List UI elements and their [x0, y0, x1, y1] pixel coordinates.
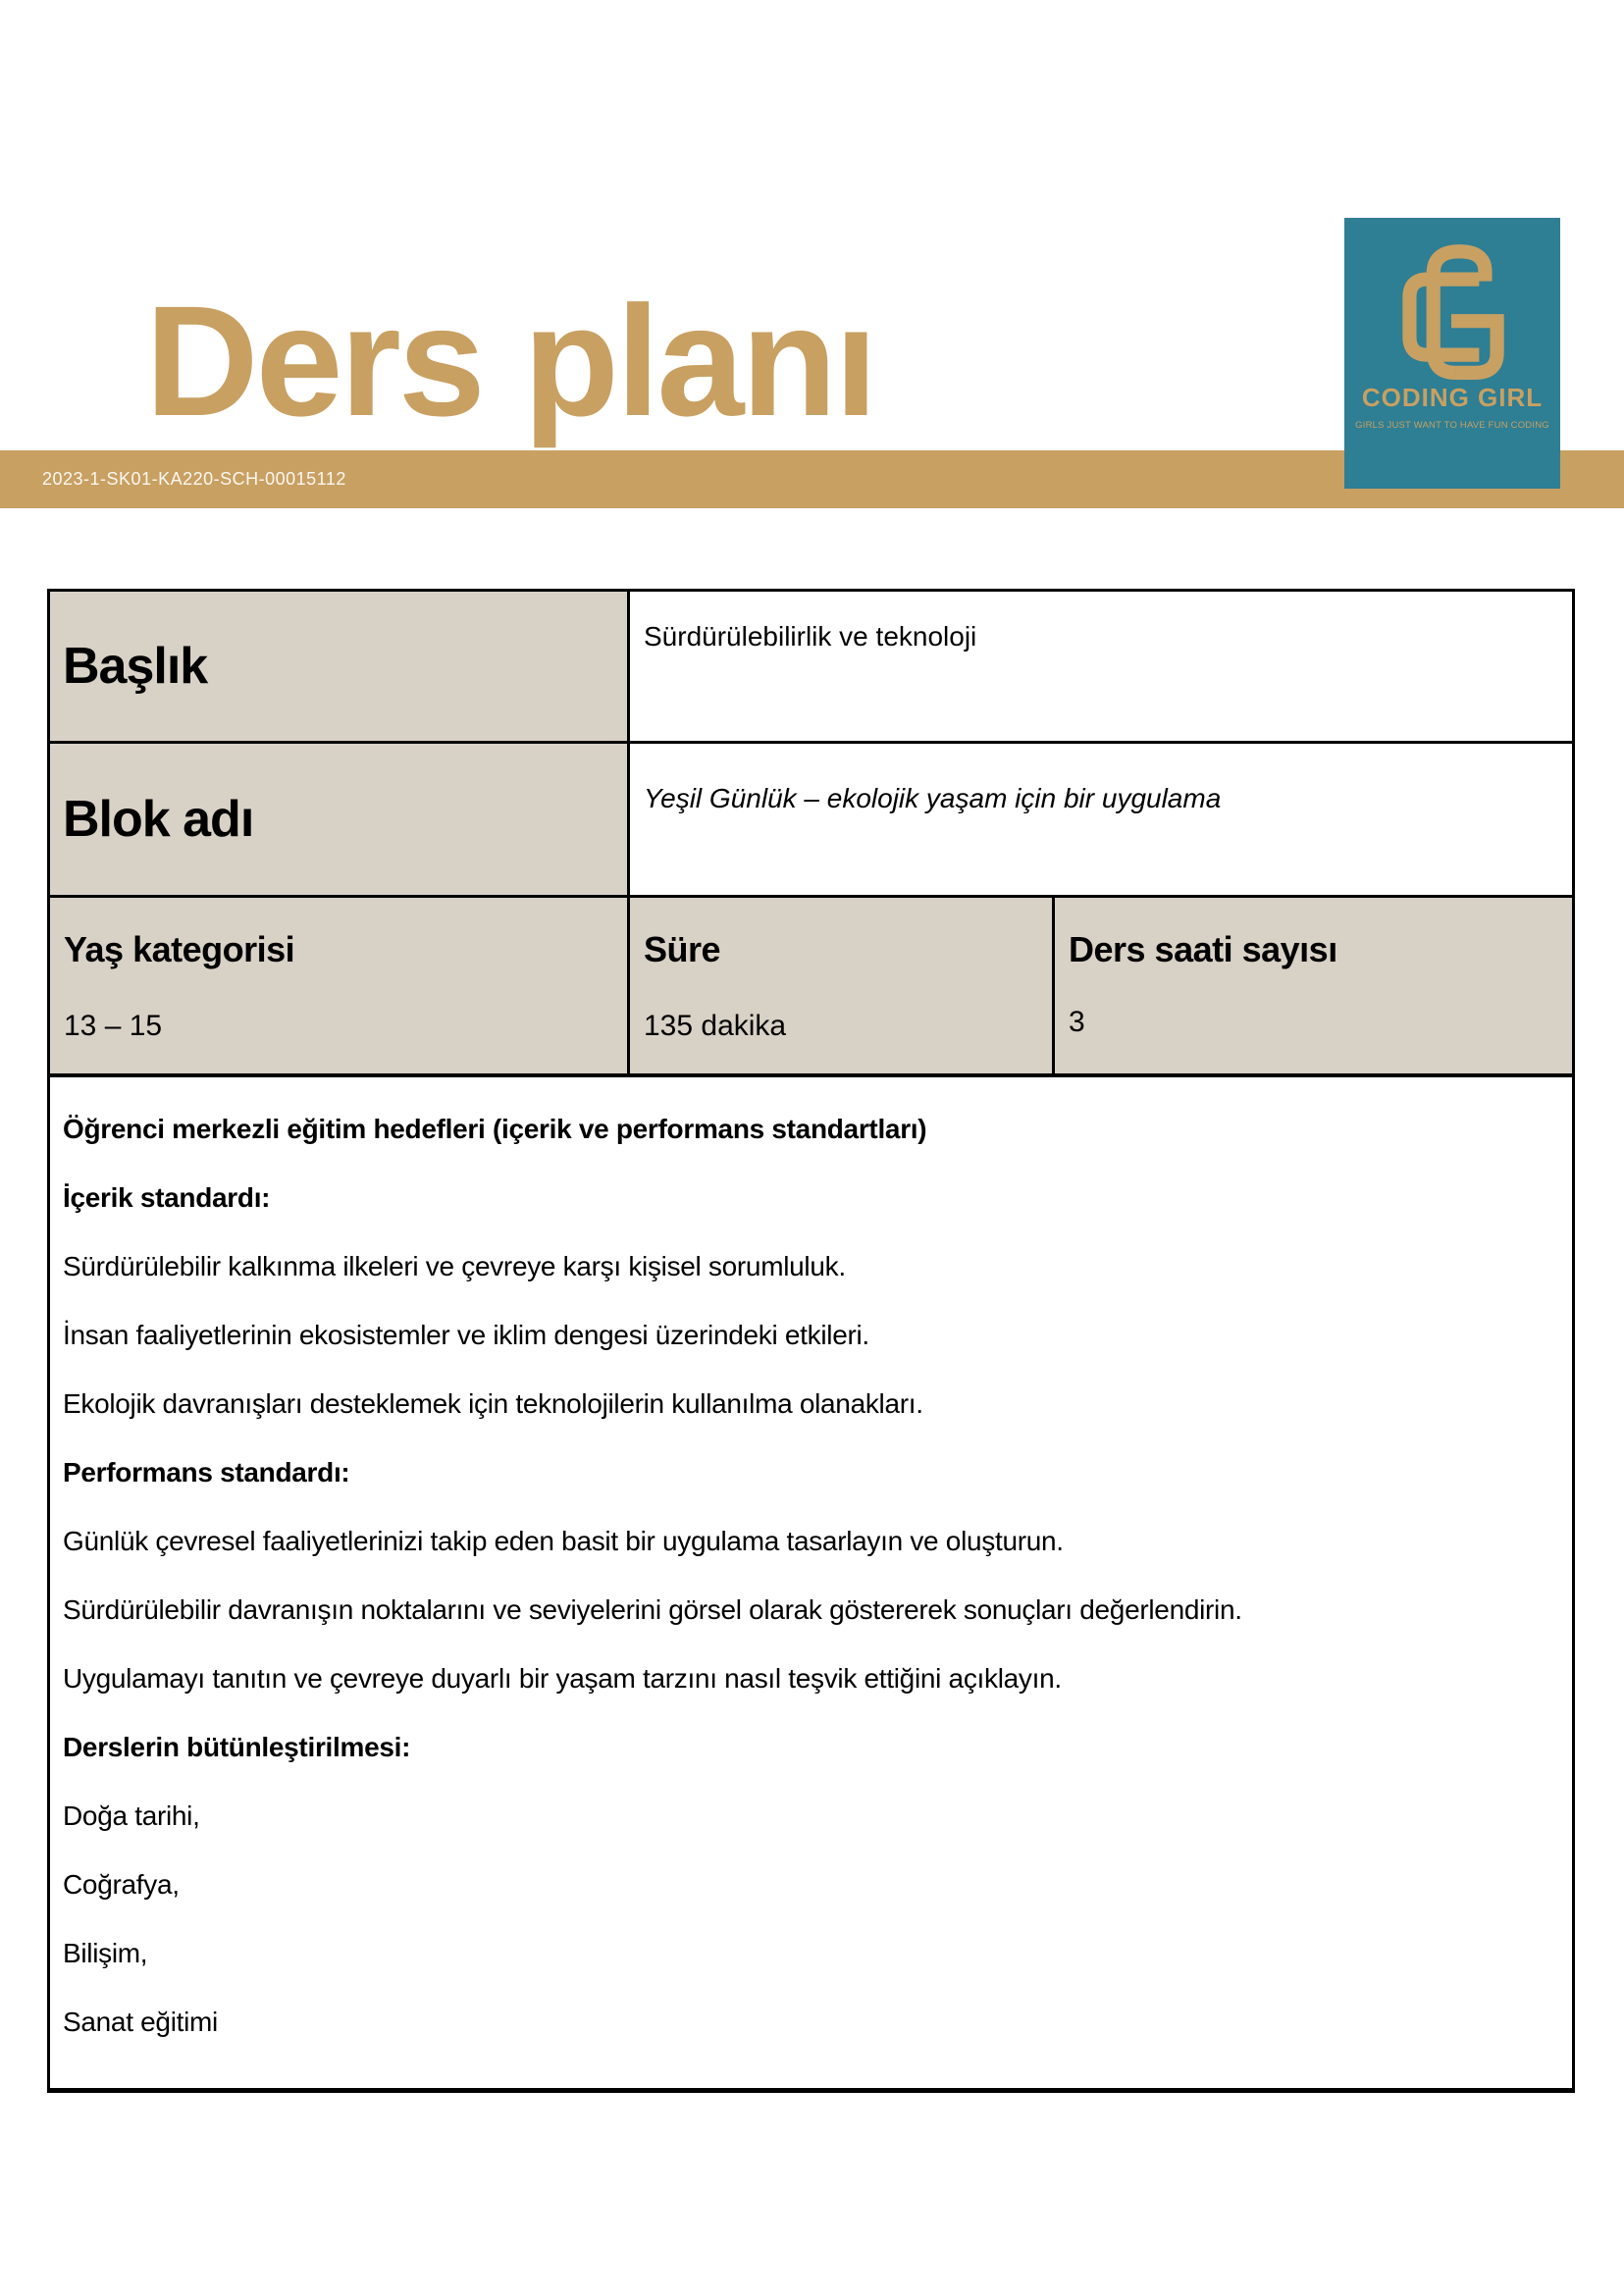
content-standard-heading: İçerik standardı:	[63, 1182, 271, 1213]
logo-tagline: GIRLS JUST WANT TO HAVE FUN CODING	[1355, 420, 1549, 431]
title-value-cell	[630, 592, 1572, 741]
block-name-value-cell	[630, 744, 1572, 895]
content-standard-item: Ekolojik davranışları desteklemek için teknolojilerin kullanılma olanakları.	[63, 1388, 923, 1419]
lesson-hours-cell	[1055, 898, 1572, 1073]
block-name-label: Blok adı	[63, 791, 254, 848]
objectives-heading: Öğrenci merkezli eğitim hedefleri (içerik ve performans standartları)	[63, 1114, 927, 1144]
page-title: Ders planı	[145, 273, 875, 448]
performance-standard-item: Günlük çevresel faaliyetlerinizi takip eden basit bir uygulama tasarlayın ve oluşturun.	[63, 1526, 1064, 1556]
reference-code: 2023-1-SK01-KA220-SCH-00015112	[42, 469, 346, 489]
lesson-hours-value: 3	[1069, 1006, 1085, 1038]
table-row-block-name	[50, 744, 1572, 898]
block-name-value: Yeşil Günlük – ekolojik yaşam için bir uygulama	[644, 783, 1222, 813]
duration-value: 135 dakika	[644, 1010, 787, 1042]
performance-standard-item: Sürdürülebilir davranışın noktalarını ve seviyelerini görsel olarak göstererek sonuçları değerlendirin.	[63, 1594, 1242, 1625]
lesson-hours-label: Ders saati sayısı	[1069, 929, 1337, 969]
content-standard-item: İnsan faaliyetlerinin ekosistemler ve iklim dengesi üzerindeki etkileri.	[63, 1320, 869, 1350]
age-category-value: 13 – 15	[64, 1010, 163, 1042]
coding-girl-logo	[1344, 218, 1560, 489]
objectives-cell	[50, 1077, 1572, 2088]
logo-name: CODING GIRL	[1361, 383, 1544, 412]
integration-subject: Coğrafya,	[63, 1869, 180, 1900]
logo-monogram-icon	[1386, 232, 1519, 381]
title-label: Başlık	[63, 638, 208, 695]
table-row-info	[50, 898, 1572, 1077]
table-row-title	[50, 592, 1572, 744]
content-standard-item: Sürdürülebilir kalkınma ilkeleri ve çevreye karşı kişisel sorumluluk.	[63, 1251, 846, 1281]
duration-label: Süre	[644, 929, 721, 969]
integration-heading: Derslerin bütünleştirilmesi:	[63, 1732, 411, 1762]
title-value: Sürdürülebilirlik ve teknoloji	[644, 621, 977, 652]
lesson-plan-table	[47, 589, 1575, 2093]
age-category-cell	[50, 898, 630, 1073]
integration-subject: Doğa tarihi,	[63, 1800, 200, 1831]
block-name-label-cell	[50, 744, 630, 895]
integration-subject: Sanat eğitimi	[63, 2007, 218, 2037]
age-category-label: Yaş kategorisi	[64, 929, 295, 969]
performance-standard-item: Uygulamayı tanıtın ve çevreye duyarlı bir yaşam tarzını nasıl teşvik ettiğini açıklayın.	[63, 1663, 1062, 1694]
title-label-cell	[50, 592, 630, 741]
performance-standard-heading: Performans standardı:	[63, 1457, 350, 1487]
integration-subject: Bilişim,	[63, 1938, 148, 1968]
duration-cell	[630, 898, 1055, 1073]
